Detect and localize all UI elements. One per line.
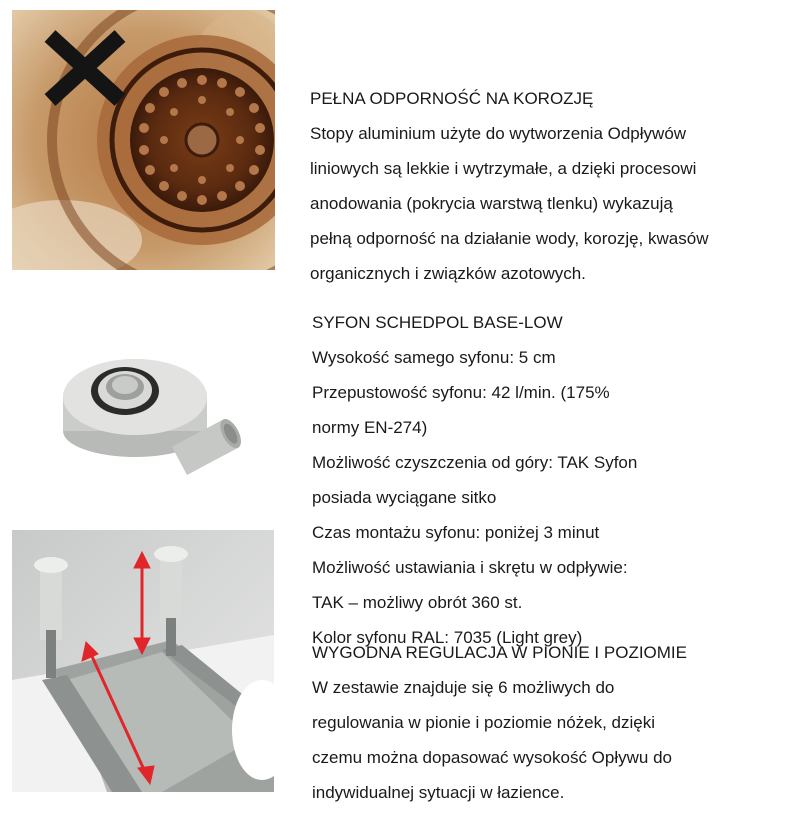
section-adjustment-line: czemu można dopasować wysokość Opływu do: [312, 747, 672, 767]
section-siphon-line: normy EN-274): [312, 417, 428, 437]
section-siphon-line: Przepustowość syfonu: 42 l/min. (175%: [312, 382, 610, 402]
section-siphon-text: [312, 296, 792, 664]
section-corrosion-line: pełną odporność na działanie wody, korozję, kwasów: [310, 228, 709, 248]
section-adjustment-line: regulowania w pionie i poziomie nóżek, dzięki: [312, 712, 656, 732]
section-siphon-line: Możliwość ustawiania i skrętu w odpływie:: [312, 557, 628, 577]
section-siphon-line: Możliwość czyszczenia od góry: TAK Syfon: [312, 452, 638, 472]
section-siphon-line: TAK – możliwy obrót 360 st.: [312, 592, 523, 612]
section-adjustment-line: W zestawie znajduje się 6 możliwych do: [312, 677, 615, 697]
section-siphon-line: Kolor syfonu RAL: 7035 (Light grey): [312, 627, 583, 647]
section-corrosion-line: organicznych i związków azotowych.: [310, 263, 586, 283]
siphon-image: [55, 335, 245, 485]
section-siphon-title: SYFON SCHEDPOL BASE-LOW: [312, 312, 563, 332]
section-corrosion-line: Stopy aluminium użyte do wytworzenia Odpływów: [310, 123, 687, 143]
section-siphon-line: Czas montażu syfonu: poniżej 3 minut: [312, 522, 600, 542]
adjustment-image: [12, 530, 274, 792]
section-corrosion-text: [310, 72, 790, 300]
section-corrosion-line: anodowania (pokrycia warstwą tlenku) wykazują: [310, 193, 673, 213]
section-siphon-line: Wysokość samego syfonu: 5 cm: [312, 347, 556, 367]
section-corrosion-title: PEŁNA ODPORNOŚĆ NA KOROZJĘ: [310, 88, 594, 108]
corrosion-image: [12, 10, 275, 270]
section-adjustment-text: [312, 626, 792, 819]
cross-icon: [40, 28, 130, 108]
section-siphon-line: posiada wyciągane sitko: [312, 487, 497, 507]
section-adjustment-line: indywidualnej sytuacji w łazience.: [312, 782, 565, 802]
section-corrosion-line: liniowych są lekkie i wytrzymałe, a dzięki procesowi: [310, 158, 697, 178]
section-adjustment-title: WYGODNA REGULACJA W PIONIE I POZIOMIE: [312, 642, 687, 662]
